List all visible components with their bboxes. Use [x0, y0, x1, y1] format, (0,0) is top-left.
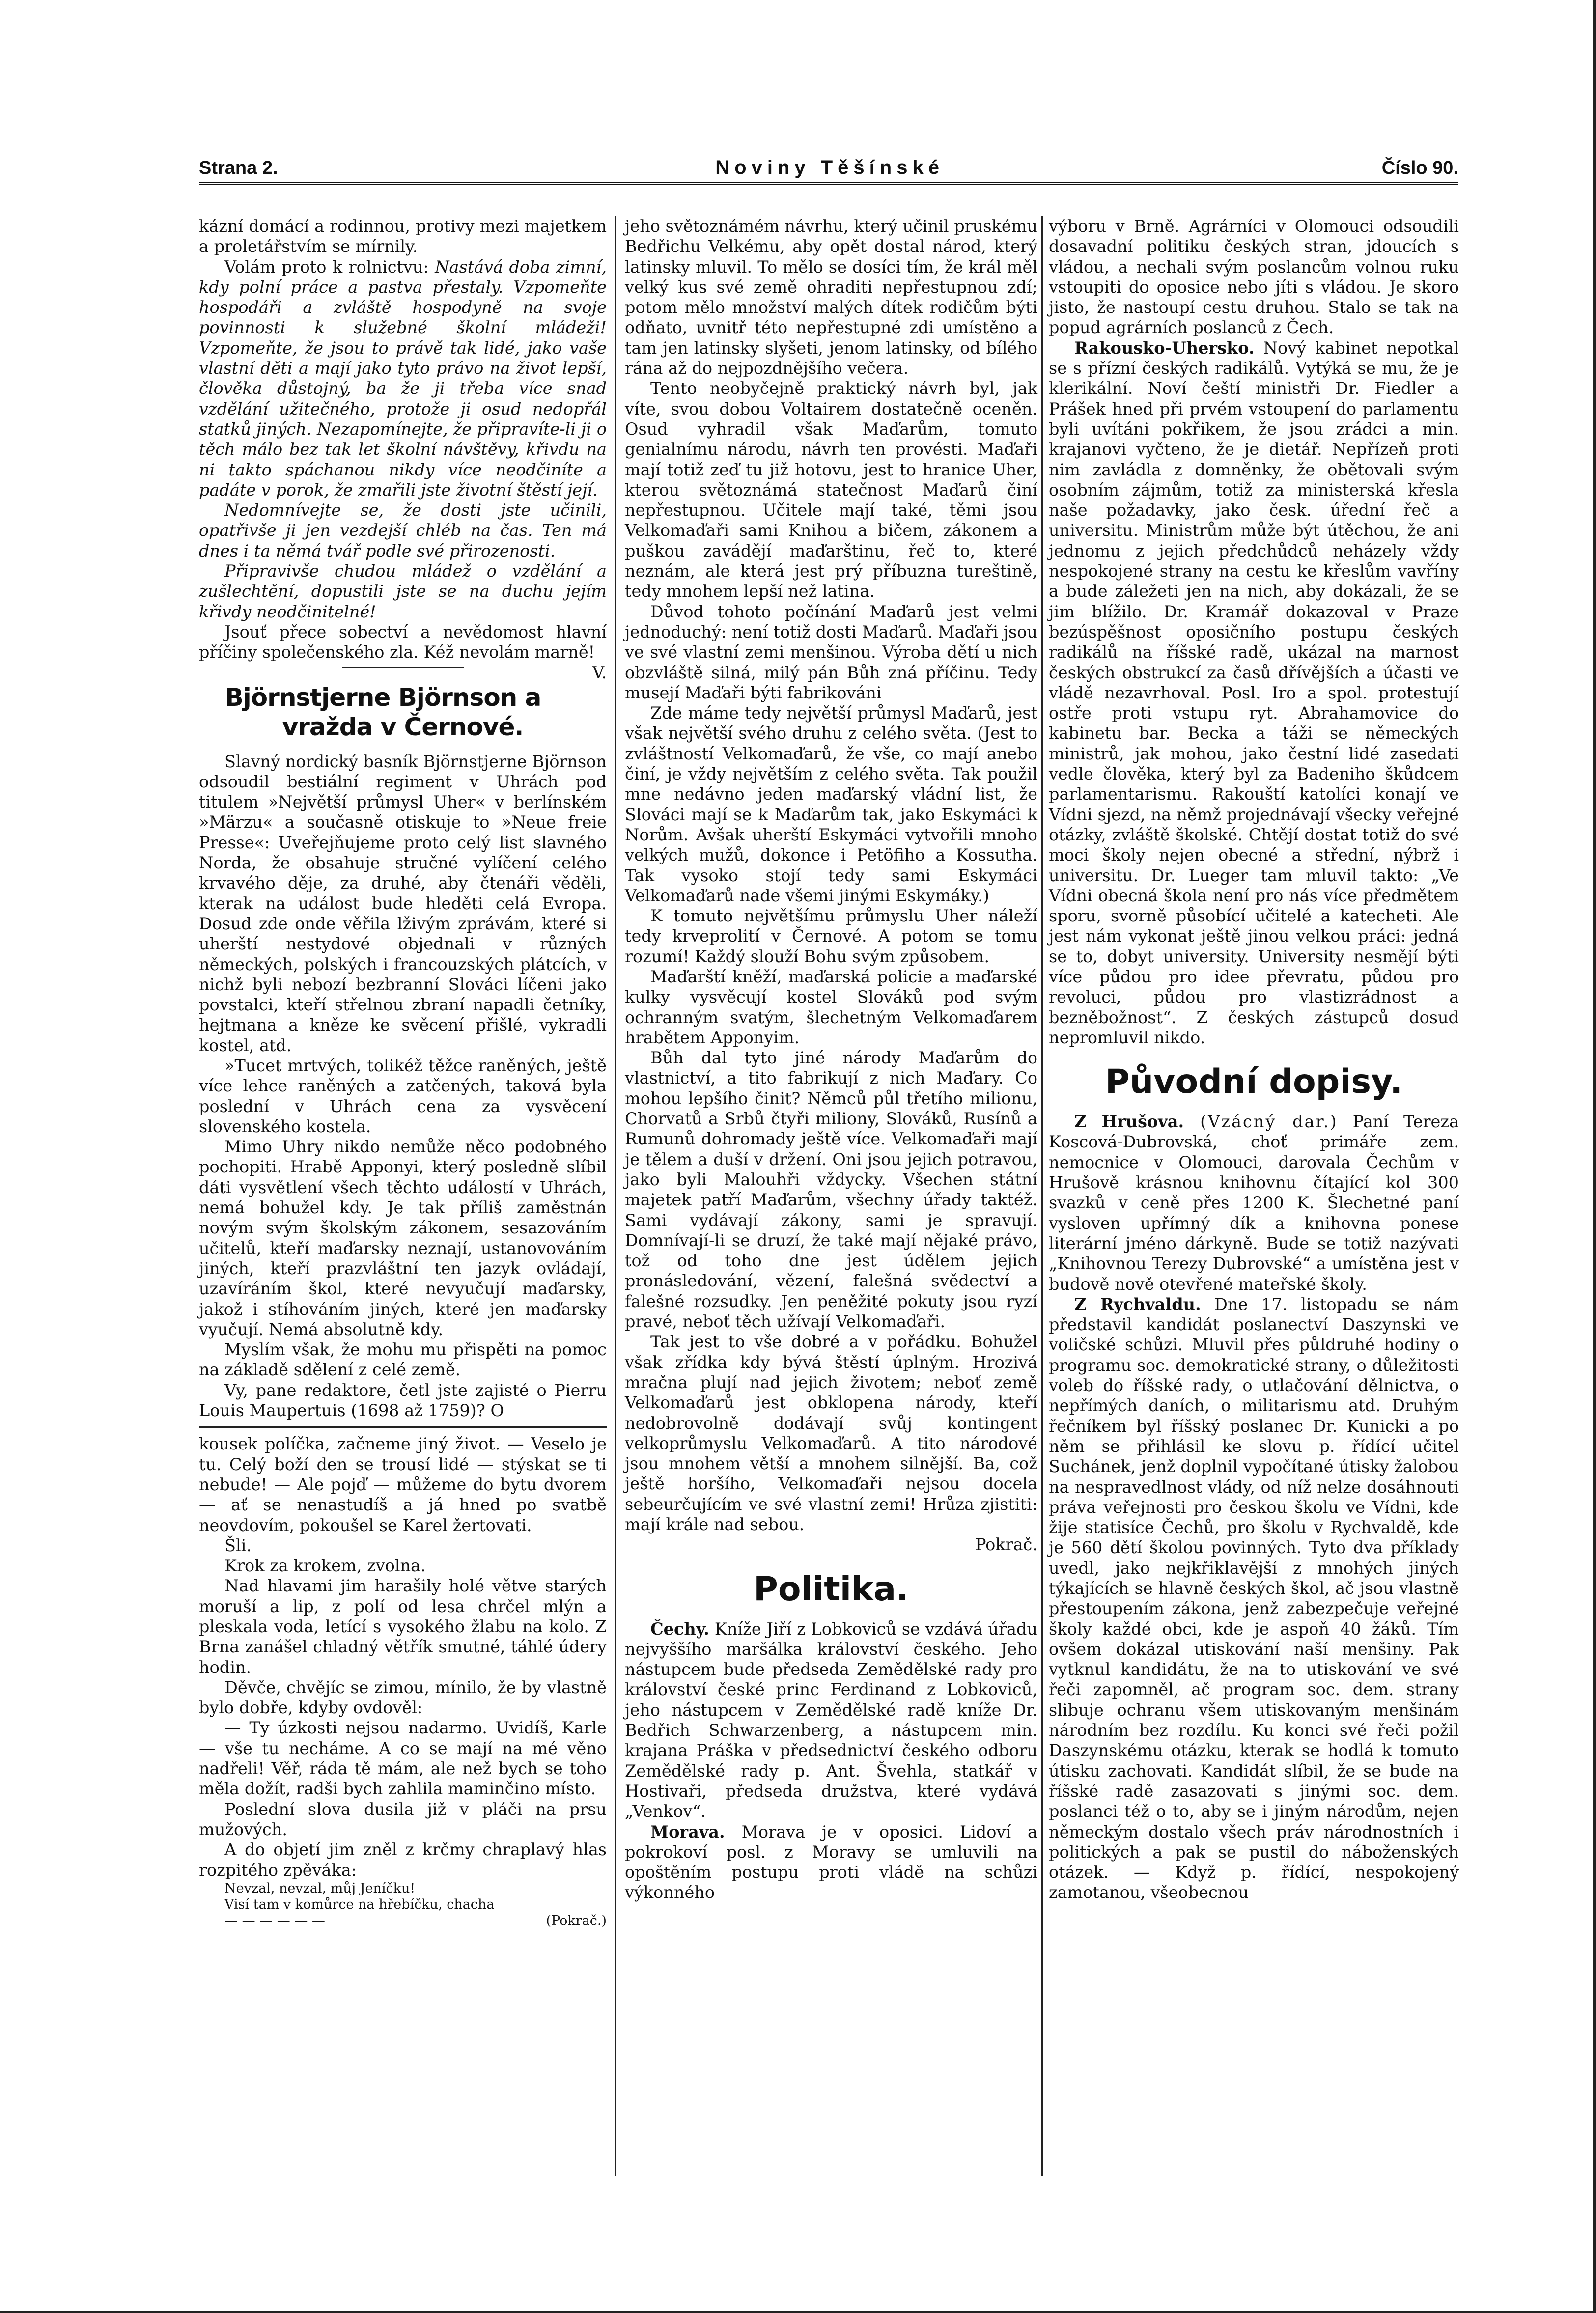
- paragraph: Nedomnívejte se, že dosti jste učinili, opatřivše ji jen vezdejší chléb na čas. Ten má dnes i ta němá tvář podle své přirozenosti.: [199, 501, 607, 560]
- paragraph: Maďarští kněží, maďarská policie a maďarské kulky vysvěcují kostel Slováků pod svým ochranným svatým, šlechetným Velkomaďarem hrabětem Apponyim.: [625, 967, 1037, 1047]
- paragraph: Mimo Uhry nikdo nemůže něco podobného pochopiti. Hrabě Apponyi, který posledně slíbil dáti vysvětlení všech těchto událostí v Uhrách, nemá bohužel kdy. Je tak příliš zaměstnán novým svým školským zákonem, sesazováním učitelů, kteří maďarsky neznají, ustanovováním jiných, kteří prazvláštní ten jazyk ovládají, uzavíráním škol, které nevyučují maďarsky, jakož i stíhováním jiných, které jen maďarsky vyučují. Nemá absolutně kdy.: [199, 1137, 607, 1339]
- paragraph: Vy, pane redaktore, četl jste zajisté o Pierru Louis Maupertuis (1698 až 1759)? O: [199, 1380, 607, 1421]
- paragraph: Čechy. Kníže Jiří z Lobkoviců se vzdává úřadu nejvyššího maršálka království českého. Jeho nástupcem bude předseda Zemědělské rady pro království české princ Ferdinand z Lobkoviců, jeho nástupcem v Zemědělské radě kníže Dr. Bedřich Schwarzenberg, a nástupcem min. krajana Práška v předsednictví českého odboru Zemědělské rady p. Ant. Švehla, statkář v Hostivaři, předseda družstva, které vydává „Venkov“.: [625, 1619, 1037, 1821]
- paragraph: Krok za krokem, zvolna.: [224, 1556, 426, 1576]
- feuilleton-divider: [199, 1426, 607, 1428]
- paragraph: Důvod tohoto počínání Maďarů jest velmi jednoduchý: není totiž dosti Maďarů. Maďaři jsou ve své vlastní zemi menšinou. Výroba dětí u nich obzvláště silná, milý pán Bůh zná příčinu. Tedy musejí Maďaři býti fabrikováni: [625, 602, 1037, 702]
- newspaper-title: Noviny Těšínské: [715, 157, 944, 178]
- signature: Pokrač.: [975, 1535, 1037, 1555]
- paragraph: Volám proto k rolnictvu: Nastává doba zimní, kdy polní práce a pastva přestaly. Vzpomeňte hospodáři a zvláště hospodyně na svoje povinnosti k služebné školní mládeži! Vzpomeňte, že jsou to právě tak lidé, jako vaše vlastní děti a mají jako tyto právo na život lepší, člověka důstojný, ba že ji třeba více snad vzdělání užitečného, protože ji osud nedopřál statků jiných. Nezapomínejte, že připravíte-li ji o těch málo bez tak let školní návštěvy, křivdu na ni takto spáchanou nikdy více neodčiníte a padáte v porok, že zmařili jste životní štěstí její.: [199, 257, 607, 500]
- page-number: Strana 2.: [199, 158, 278, 178]
- paragraph: Z Rychvaldu. Dne 17. listopadu se nám představil kandidát poslanectví Daszynski ve voličské schůzi. Mluvil přes půldruhé hodiny o programu soc. demokratické strany, o důležitosti voleb do říšské rady, o utlačování dělnictva, o nepřímých daních, o militarismu atd. Druhým řečníkem byl říšský poslanec Dr. Kunicki a po něm se přihlásil ke slovu p. řídící učitel Suchánek, jenž doplnil vypočítané útisky žalobou na nespravedlnost vlády, od níž nelze dosáhnouti práva veřejnosti pro českou školu ve Vídni, kde žije statisíce Čechů, pro školu v Rychvaldě, kde je 560 dětí školou povinných. Tyto dva příklady uvedl, jako nejkřiklavější z mnohých jiných týkajících se hlavně českých škol, ač jsou vlastně přestoupením zákona, jenž zabezpečuje veřejné školy každé obci, kde je aspoň 40 žáků. Tím ovšem dokázal utiskování naší menšiny. Pak vytknul kandidátu, že na to utiskování ve své řeči zapomněl, ač program soc. dem. strany slibuje ochranu všem utiskovaným menšinám národním bez rozdílu. Ku konci své řeči požil Daszynskému otázku, kterak se hodlá k tomuto útisku zachovati. Kandidát slíbil, že se bude na říšské radě zasazovati s jinými soc. dem. poslanci též o to, aby se i jiným národům, nejen německým dostalo všech práv národnostních i politických a pak se pustil do náboženských otázek. — Když p. řídící, nespokojený zamotanou, všeobecnou: [1049, 1294, 1459, 1902]
- paragraph: Děvče, chvějíc se zimou, mínilo, že by vlastně bylo dobře, kdyby ovdověl:: [199, 1677, 607, 1718]
- paragraph: Tak jest to vše dobré a v pořádku. Bohužel však zřídka kdy bývá štěstí úplným. Hrozivá mračna plují nad jejich životem; neboť země Velkomaďarů jest obklopena národy, kteří nedobrovolně dodávají svůj kontingent velkoprůmyslu Velkomaďarů. A tito národové jsou mnohem větší a mnohem silnější. Ba, což ještě horšího, Velkomaďaři nejsou docela sebeurčujícím ve své vlastní zemi! Hrůza zjistiti: mají krále nad sebou.: [625, 1332, 1037, 1534]
- divider: [342, 667, 464, 668]
- paragraph: K tomuto největšímu průmyslu Uher náleží tedy krveprolití v Černové. A potom se tomu rozumí! Každý slouží Bohu svým způsobem.: [625, 906, 1037, 966]
- paragraph: Tento neobyčejně praktický návrh byl, jak víte, svou dobou Voltairem dostatečně oceněn. Osud vyhradil však Maďarům, tomuto genialnímu národu, návrh ten provésti. Maďaři mají totiž zeď tu již hotovu, jest to hranice Uher, kterou světoznámá statečnost Maďarů činí nepřestupnou. Učitele mají také, těmi jsou Velkomaďaři sami Knihou a bičem, zákonem a puškou zavádějí maďarštinu, řeč to, které neznám, ale která jest prý příbuzna tureštině, tedy mnohem lepší než latina.: [625, 379, 1037, 601]
- article-title: Björnstjerne Björnson a vražda v Černové.: [224, 683, 541, 741]
- paragraph: Z Hrušova. (Vzácný dar.) Paní Tereza Koscová-Dubrovská, choť primáře zem. nemocnice v Olomouci, darovala Čechům v Hrušově krásnou knihovnu čítající kol 300 svazků v ceně přes 1200 K. Šlechetné paní vysloven upřímný dík a knihovna ponese literární jméno dárkyně. Bude se totiž nazývati „Knihovnou Terezy Dubrovské“ a umístěna jest v budově nově otevřené mateřské školy.: [1049, 1112, 1459, 1294]
- paragraph: Šli.: [224, 1535, 252, 1555]
- column-1: [199, 216, 607, 1929]
- paragraph: Myslím však, že mohu mu přispěti na pomoc na základě sdělení z celé země.: [199, 1340, 607, 1380]
- column-rule-2: [1041, 216, 1043, 2176]
- column-rule-1: [615, 216, 616, 2176]
- signature: V.: [592, 663, 607, 682]
- song-line: — — — — — — (Pokrač.): [224, 1913, 607, 1928]
- section-title-politika: Politika.: [754, 1569, 909, 1609]
- song-line: Nevzal, nevzal, můj Jeníčku!: [224, 1880, 416, 1896]
- paragraph: Nad hlavami jim harašily holé větve starých moruší a lip, z polí od lesa chrčel mlýn a pleskala voda, letící s vysokého žlabu na kolo. Z Brna zanášel chladný větřík smutné, táhlé údery hodin.: [199, 1576, 607, 1677]
- paragraph: výboru v Brně. Agrárníci v Olomouci odsoudili dosavadní politiku českých stran, jdoucích s vládou, a nechali svým poslancům volnou ruku vstoupiti do oposice nebo jíti s vládou. Je skoro jisto, že nastoupí cestu druhou. Stalo se tak na popud agrárních poslanců z Čech.: [1049, 217, 1459, 337]
- paragraph: Slavný nordický basník Björnstjerne Björnson odsoudil bestiální regiment v Uhrách pod titulem »Největší průmysl Uher« v berlínském »Märzu« a současně otiskuje to »Neue freie Presse«: Uveřejňujeme proto celý list slavného Norda, že obsahuje stručné vylíčení celého krvavého děje, za druhé, aby čtenáři věděli, kterak na událost bude hleděti celá Evropa. Dosud zde onde věřila lživým zprávám, které si uherští nestydové objednali v různých německých, polských i francouzských plátcích, v nichž byli nebozí bezbranní Slováci líčeni jako povstalci, kteří střelnou zbraní napadli četníky, hejtmana a kněze ke svěcení přišlé, vykradli kostel, atd.: [199, 752, 607, 1055]
- song-lyrics: [199, 1880, 607, 1929]
- issue-number: Číslo 90.: [1381, 158, 1458, 178]
- paragraph: kousek políčka, začneme jiný život. — Veselo je tu. Celý boží den se trousí lidé — stýskat se ti nebude! — Ale pojď — můžeme do bytu dvorem — ať se nenastudíš a já hned po svatbě neovdovím, pokoušel se Karel žertovati.: [199, 1434, 607, 1535]
- column-2: [625, 216, 1037, 1903]
- paragraph: Připravivše chudou mládež o vzdělání a zušlechtění, dopustili jste se na duchu jejím křivdy neodčinitelné!: [199, 561, 607, 621]
- paragraph: — Ty úzkosti nejsou nadarmo. Uvidíš, Karle — vše tu necháme. A co se mají na mé věno nadřeli! Věř, ráda tě mám, ale než bych se toho měla dožít, radši bych zahlila maminčino místo.: [199, 1718, 607, 1799]
- column-3: [1049, 216, 1459, 1903]
- paragraph: Jsouť přece sobectví a nevědomost hlavní příčiny společenského zla. Kéž nevolám marně! V.: [199, 622, 607, 682]
- paragraph: jeho světoznámém návrhu, který učinil pruskému Bedřichu Velkému, aby opět dostal národ, který latinsky mluvil. To mělo se dosíci tím, že král měl velký kus své země ohraditi nepřestupnou zdí; potom mělo množství malých dítek rodičům býti odňato, uvnitř této nepřestupné zdi umístěno a tam jen latinsky slyšeti, jenom latinsky, od bílého rána až do nejpozdnějšího večera.: [625, 217, 1037, 378]
- paragraph: Rakousko-Uhersko. Nový kabinet nepotkal se s přízní českých radikálů. Vytýká se mu, že je klerikální. Noví čeští ministři Dr. Fiedler a Prášek hned při prvém vstoupení do parlamentu byli uvítáni pokřikem, že jsou zrádci a min. krajanovi vyčteno, že je dietář. Nepřízeň proti nim zavládla z domněnky, že obětovali svým osobním zájmům, totiž za ministerská křesla naše požadavky, jako česk. úřední řeč a universitu. Ministrům může být útěchou, že ani jednomu z jejich předchůdců neházely vždy nespokojené strany na cestu ke křeslům vavříny a bude záležeti jen na nich, aby dokázali, že se jim blížilo. Dr. Kramář dokazoval v Praze bezúspěšnost oposičního postupu českých radikálů na říšské radě, ukázal na marnost českých obstrukcí za časů dřívějších a účasti ve vládě nezavrhoval. Posl. Iro a spol. protestují ostře proti vstupu ryt. Abrahamovice do kabinetu bar. Becka a táži se německých ministrů, jak mohou, jako čestní lidé zasedati vedle člověka, který byl za Badeniho škůdcem parlamentarismu. Rakouští katolíci konají ve Vídni sjezd, na němž projednávají všecky veřejné otázky, zvláště školské. Chtějí dostat totiž do své moci školy nejen obecné a střední, nýbrž i universitu. Dr. Lueger tam mluvil takto: „Ve Vídni obecná škola není pro nás více předmětem sporu, svorně působící učitelé a katecheti. Ale jest nám vykonat ještě jinou velkou práci: jedná se to, dobyt university. University nesmějí býti více půdou pro idee převratu, půdou pro revoluci, půdou pro vlastizrádnost a bezněbožnost“. Z českých zástupců dosud nepromluvil nikdo.: [1049, 338, 1459, 1047]
- paragraph: Zde máme tedy největší průmysl Maďarů, jest však největší svého druhu z celého světa. (Jest to zvláštností Velkomaďarů, že vše, co mají anebo činí, je vždy největším z celého světa. Tak použil mne nedávno jeden maďarský vládní list, že Slováci mají se k Maďarům tak, jako Eskymáci k Norům. Avšak uherští Eskymáci vytvořili mnoho velkých mužů, dokonce i Petöfiho a Kossutha. Tak vysoko stojí tedy sami Eskymáci Velkomaďarů nade všemi jinými Eskymáky.): [625, 703, 1037, 905]
- page-header: [199, 156, 1458, 185]
- paragraph: Bůh dal tyto jiné národy Maďarům do vlastnictví, a tito fabrikují z nich Maďary. Co mohou lepšího činit? Němců půl třetího milionu, Chorvatů a Srbů čtyři miliony, Slováků, Rusínů a Rumunů dohromady ještě více. Velkomaďaři mají je tělem a duší v držení. Oni jsou jejich potravou, jako byli Malouhři vždycky. Všechen státní majetek patří Maďarům, všechny úřady taktéž. Sami vydávají zákony, sami je spravují. Domnívají-li se druzí, že také mají nějaké právo, tož od toho dne jest údělem jejich pronásledování, vězení, falešná svědectví a falešné rozsudky. Jen peněžité pokuty jsou ryzí pravé, neboť těch užívají Velkomaďaři.: [625, 1048, 1037, 1332]
- paragraph: kázní domácí a rodinnou, protivy mezi majetkem a proletářstvím se mírnily.: [199, 217, 607, 256]
- paragraph: Poslední slova dusila již v pláči na prsu mužových.: [199, 1799, 607, 1839]
- paragraph: »Tucet mrtvých, tolikéž těžce raněných, ještě více lehce raněných a zatčených, taková byla poslední v Uhrách cena za vysvěcení slovenského kostela.: [199, 1056, 607, 1136]
- paragraph: Morava. Morava je v oposici. Lidoví a pokrokoví posl. z Moravy se umluvili na opoštěním postupu proti vládě na schůzi výkonného: [625, 1822, 1037, 1902]
- song-line: Visí tam v komůrce na hřebíčku, chacha: [224, 1896, 495, 1912]
- paragraph: A do objetí jim zněl z krčmy chraplavý hlas rozpitého zpěváka:: [199, 1840, 607, 1880]
- section-title-dopisy: Původní dopisy.: [1105, 1062, 1403, 1102]
